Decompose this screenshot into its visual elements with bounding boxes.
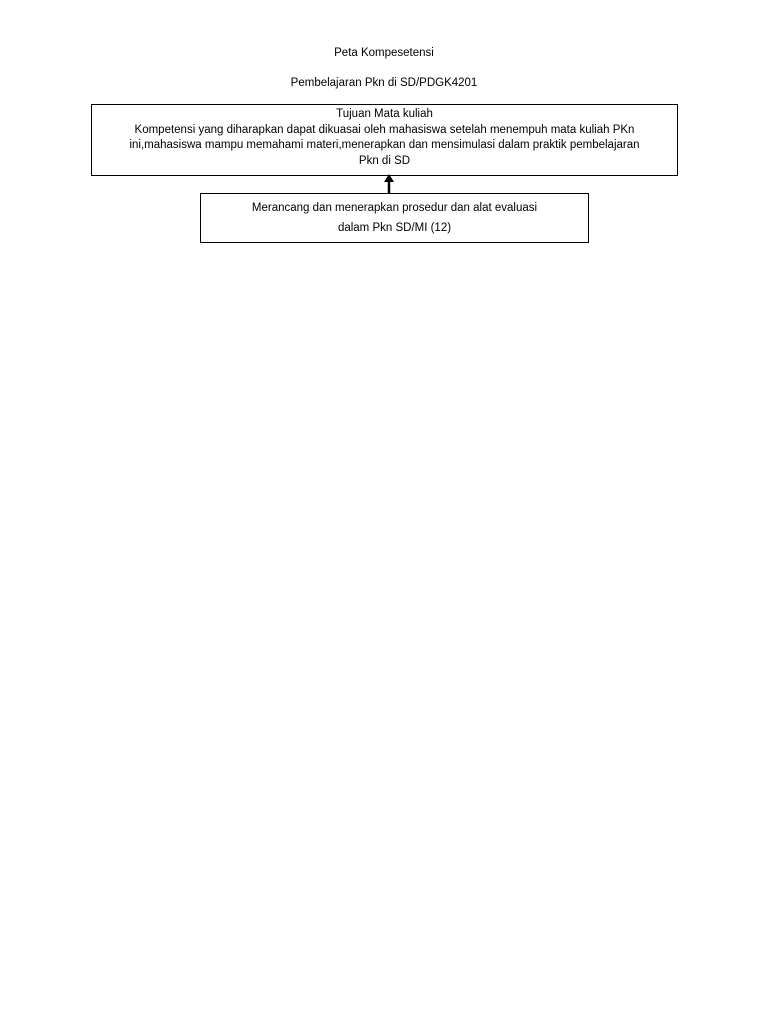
competency-box [200, 193, 589, 243]
course-goal-box [91, 104, 678, 176]
up-arrow-icon [382, 173, 396, 195]
course-goal-heading: Tujuan Mata kuliah [336, 108, 433, 120]
course-goal-line-1: Kompetensi yang diharapkan dapat dikuasai oleh mahasiswa setelah menempuh mata kuliah PKn [134, 123, 635, 136]
course-goal-line-3: Pkn di SD [358, 154, 411, 167]
page-title: Peta Kompesetensi [334, 47, 434, 59]
competency-line-2: dalam Pkn SD/MI (12) [337, 222, 452, 234]
competency-line-1: Merancang dan menerapkan prosedur dan alat evaluasi [251, 202, 538, 214]
course-goal-line-2: ini,mahasiswa mampu memahami materi,menerapkan dan mensimulasi dalam praktik pembelajaran [129, 139, 640, 151]
page-subtitle: Pembelajaran Pkn di SD/PDGK4201 [290, 77, 478, 89]
